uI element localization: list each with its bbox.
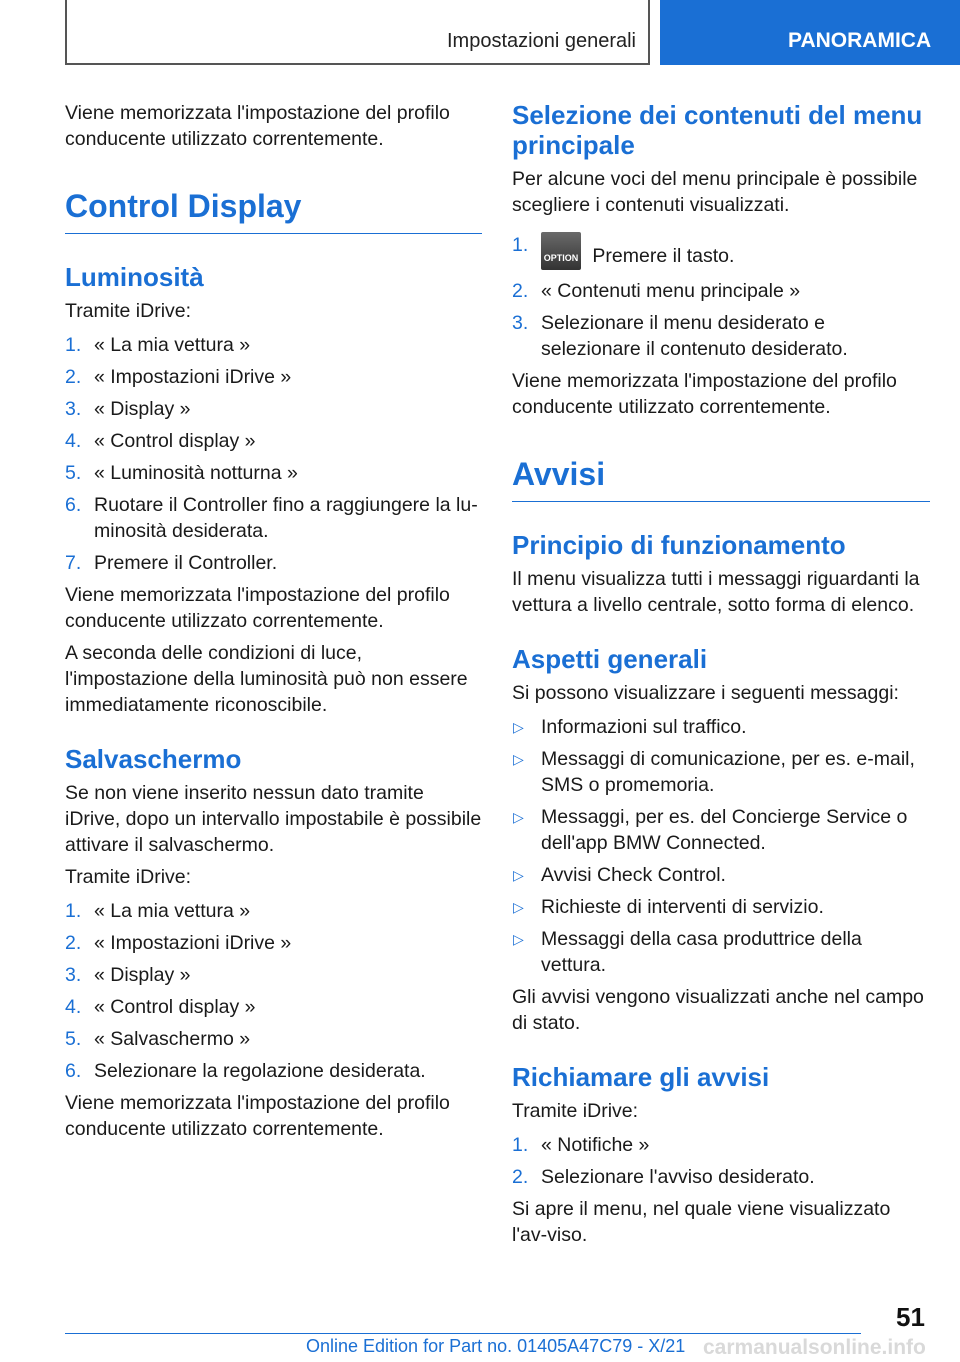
step-text: Premere il Controller. [94, 552, 278, 574]
watermark: carmanualsonline.info [703, 1336, 926, 1359]
step-number: 6. [65, 494, 82, 516]
step-number: 7. [65, 552, 82, 574]
list-item [65, 1058, 482, 1084]
list-item [65, 492, 482, 544]
heading-avvisi: Avvisi [512, 456, 930, 502]
bullet-text: Messaggi di comunicazione, per es. e-mail, SMS o promemoria. [541, 748, 915, 796]
bullet-text: Messaggi, per es. del Concierge Service o dell'app BMW Connected. [541, 806, 908, 854]
list-item [65, 428, 482, 454]
step-text: « Salvaschermo » [94, 1028, 251, 1050]
step-text: Selezionare il menu desiderato e selezionare il contenuto desiderato. [541, 312, 848, 360]
bullet-text: Richieste di interventi di servizio. [541, 896, 824, 918]
step-text: « Display » [94, 398, 191, 420]
list-item [65, 332, 482, 358]
step-text: Ruotare il Controller fino a raggiungere la lu-minosità desiderata. [94, 494, 478, 542]
step-number: 1. [65, 334, 82, 356]
list-item [512, 1164, 930, 1190]
heading-luminosita: Luminosità [65, 262, 204, 292]
bullet-triangle-icon: ▷ [513, 931, 524, 947]
aspetti-desc: Si possono visualizzare i seguenti messaggi: [512, 682, 899, 704]
step-text: « Control display » [94, 996, 256, 1018]
list-item [65, 364, 482, 390]
selezione-steps [512, 232, 930, 362]
edition-footer: Online Edition for Part no. 01405A47C79 - X/21 [306, 1336, 686, 1356]
aspetti-note: Gli avvisi vengono visualizzati anche nel campo di stato. [512, 986, 924, 1034]
step-text: « Impostazioni iDrive » [94, 932, 292, 954]
step-number: 2. [65, 366, 82, 388]
list-item [512, 714, 930, 740]
list-item [512, 926, 930, 978]
richiamare-lead: Tramite iDrive: [512, 1100, 639, 1122]
intro-note: Viene memorizzata l'impostazione del profilo conducente utilizzato correntemente. [65, 102, 450, 150]
step-text: Selezionare l'avviso desiderato. [541, 1166, 815, 1188]
chapter-tab-label: PANORAMICA [788, 29, 932, 52]
list-item [65, 1026, 482, 1052]
richiamare-steps [512, 1132, 930, 1190]
list-item [65, 994, 482, 1020]
list-item [65, 550, 482, 576]
step-text: « Display » [94, 964, 191, 986]
bullet-text: Avvisi Check Control. [541, 864, 726, 886]
step-number: 6. [65, 1060, 82, 1082]
list-item [512, 1132, 930, 1158]
luminosita-lead: Tramite iDrive: [65, 300, 192, 322]
right-column [512, 100, 930, 1248]
step-text: « Notifiche » [541, 1134, 650, 1156]
bullet-triangle-icon: ▷ [513, 899, 524, 915]
selezione-note: Viene memorizzata l'impostazione del profilo conducente utilizzato correntemente. [512, 370, 897, 418]
list-item [65, 460, 482, 486]
principio-desc: Il menu visualizza tutti i messaggi riguardanti la vettura a livello centrale, sotto forma di elenco. [512, 568, 920, 616]
chapter-tab[interactable] [660, 0, 960, 65]
left-column [65, 100, 482, 1142]
list-item [65, 396, 482, 422]
step-number: 1. [65, 900, 82, 922]
footer-divider [65, 1333, 861, 1334]
step-number: 4. [65, 996, 82, 1018]
step-text: « La mia vettura » [94, 334, 251, 356]
step-text: « Contenuti menu principale » [541, 280, 801, 302]
step-number: 2. [512, 280, 529, 302]
bullet-triangle-icon: ▷ [513, 809, 524, 825]
luminosita-steps [65, 332, 482, 576]
step-number: 3. [65, 398, 82, 420]
salvaschermo-steps [65, 898, 482, 1084]
step-text: Selezionare la regolazione desiderata. [94, 1060, 426, 1082]
step-text: « La mia vettura » [94, 900, 251, 922]
option-button-label: OPTION [543, 253, 579, 263]
selezione-desc: Per alcune voci del menu principale è possibile scegliere i contenuti visualizzati. [512, 168, 918, 216]
heading-richiamare-avvisi: Richiamare gli avvisi [512, 1062, 770, 1092]
step-number: 1. [512, 1134, 529, 1156]
list-item [512, 804, 930, 856]
heading-aspetti-generali: Aspetti generali [512, 644, 708, 674]
list-item [512, 862, 930, 888]
section-title: Impostazioni generali [447, 30, 636, 52]
aspetti-list [512, 714, 930, 978]
salvaschermo-note: Viene memorizzata l'impostazione del profilo conducente utilizzato correntemente. [65, 1092, 450, 1140]
heading-control-display: Control Display [65, 188, 482, 234]
option-button-icon [541, 232, 581, 270]
heading-salvaschermo: Salvaschermo [65, 744, 242, 774]
section-header-tab [65, 0, 650, 65]
step-text: « Control display » [94, 430, 256, 452]
bullet-triangle-icon: ▷ [513, 751, 524, 767]
step-number: 4. [65, 430, 82, 452]
step-number: 3. [65, 964, 82, 986]
richiamare-note: Si apre il menu, nel quale viene visualizzato l'av-viso. [512, 1198, 891, 1246]
step-number: 3. [512, 312, 529, 334]
step-number: 5. [65, 1028, 82, 1050]
heading-principio: Principio di funzionamento [512, 530, 846, 560]
page-number: 51 [896, 1302, 925, 1332]
list-item [512, 278, 930, 304]
step-number: 1. [512, 234, 529, 256]
bullet-text: Messaggi della casa produttrice della vettura. [541, 928, 862, 976]
list-item [65, 898, 482, 924]
bullet-triangle-icon: ▷ [513, 867, 524, 883]
step-text: « Luminosità notturna » [94, 462, 298, 484]
list-item [512, 894, 930, 920]
list-item [65, 962, 482, 988]
step-number: 5. [65, 462, 82, 484]
luminosita-note: Viene memorizzata l'impostazione del profilo conducente utilizzato correntemente. [65, 584, 450, 632]
salvaschermo-lead: Tramite iDrive: [65, 866, 192, 888]
list-item [512, 310, 930, 362]
luminosita-note-2: A seconda delle condizioni di luce, l'impostazione della luminosità può non essere immediatamente riconoscibile. [65, 642, 468, 716]
bullet-text: Informazioni sul traffico. [541, 716, 747, 738]
step-number: 2. [65, 932, 82, 954]
step-text: « Impostazioni iDrive » [94, 366, 292, 388]
step-text: Premere il tasto. [592, 245, 735, 267]
list-item [512, 232, 930, 270]
list-item [512, 746, 930, 798]
list-item [65, 930, 482, 956]
bullet-triangle-icon: ▷ [513, 719, 524, 735]
salvaschermo-desc: Se non viene inserito nessun dato tramite iDrive, dopo un intervallo impostabile è possibile attivare il salvaschermo. [65, 782, 482, 856]
heading-selezione-menu: Selezione dei contenuti del menu principale [512, 100, 923, 160]
step-number: 2. [512, 1166, 529, 1188]
